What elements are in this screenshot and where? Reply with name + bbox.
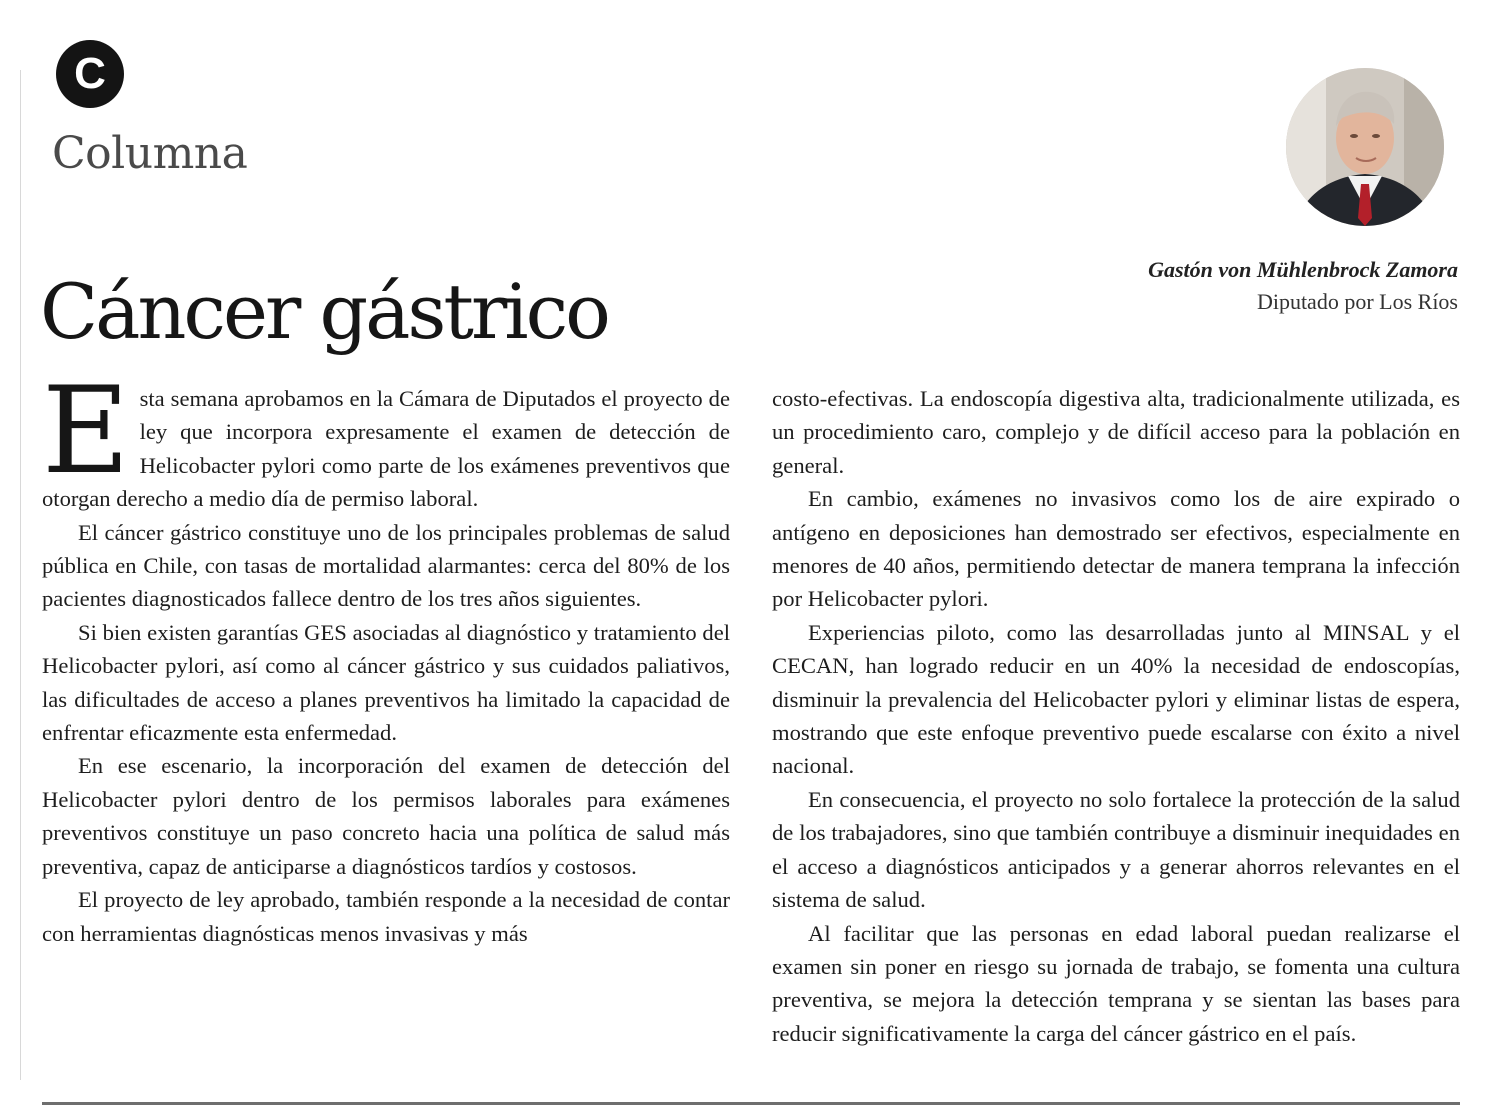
paragraph: En consecuencia, el proyecto no solo fortalece la protección de la salud de los trabajadores, sino que también contribuye a disminuir inequidades en el acceso a diagnósticos anticipados y a generar ahorros relevantes en el sistema de salud. — [772, 786, 1460, 913]
author-photo — [1286, 68, 1444, 226]
author-name: Gastón von Mühlenbrock Zamora — [1148, 257, 1458, 282]
paragraph: En ese escenario, la incorporación del examen de detección del Helicobacter pylori dentro de los permisos laborales para exámenes preventivos constituye un paso concreto hacia una política de salud más preventiva, capaz de anticiparse a diagnósticos tardíos y costosos. — [42, 753, 730, 879]
paragraph: Experiencias piloto, como las desarrolladas junto al MINSAL y el CECAN, han logrado reducir en un 40% la necesidad de endoscopías, disminuir la prevalencia del Helicobacter pylori y eliminar listas de espera, mostrando que este enfoque preventivo puede escalarse con éxito a nivel nacional. — [772, 619, 1460, 779]
author-role: Diputado por Los Ríos — [1256, 289, 1458, 314]
bottom-divider — [42, 1102, 1460, 1105]
page-margin-rule — [20, 70, 21, 1080]
article-column-left — [42, 362, 730, 950]
article-column-right — [772, 382, 1460, 1050]
paragraph-text: sta semana aprobamos en la Cámara de Diputados el proyecto de ley que incorpora expresamente el examen de detección de Helicobacter pylori como parte de los exámenes preventivos que otorgan derecho a medio día de permiso laboral. — [42, 386, 730, 512]
article-headline: Cáncer gástrico — [40, 267, 608, 356]
paragraph: En cambio, exámenes no invasivos como los de aire expirado o antígeno en deposiciones han demostrado ser efectivos, especialmente en menores de 40 años, permitiendo detectar de manera temprana la infección por Helicobacter pylori. — [772, 486, 1460, 612]
paragraph: El proyecto de ley aprobado, también responde a la necesidad de contar con herramientas diagnósticas menos invasivas y más — [42, 887, 730, 946]
paragraph: costo-efectivas. La endoscopía digestiva alta, tradicionalmente utilizada, es un procedimiento caro, complejo y de difícil acceso para la población en general. — [772, 386, 1460, 478]
drop-cap: E — [42, 362, 130, 501]
section-label: Columna — [52, 128, 248, 179]
paragraph — [42, 362, 730, 516]
author-byline — [1148, 254, 1458, 318]
section-badge: C — [56, 40, 124, 108]
paragraph: Al facilitar que las personas en edad laboral puedan realizarse el examen sin poner en riesgo su jornada de trabajo, se fomenta una cultura preventiva, se mejora la detección temprana y se sientan las bases para reducir significativamente la carga del cáncer gástrico en el país. — [772, 920, 1460, 1046]
paragraph: Si bien existen garantías GES asociadas al diagnóstico y tratamiento del Helicobacter pylori, así como al cáncer gástrico y sus cuidados paliativos, las dificultades de acceso a planes preventivos ha limitado la capacidad de enfrentar eficazmente esta enfermedad. — [42, 619, 730, 746]
paragraph: El cáncer gástrico constituye uno de los principales problemas de salud pública en Chile, con tasas de mortalidad alarmantes: cerca del 80% de los pacientes diagnosticados fallece dentro de los tres años siguientes. — [42, 519, 730, 612]
